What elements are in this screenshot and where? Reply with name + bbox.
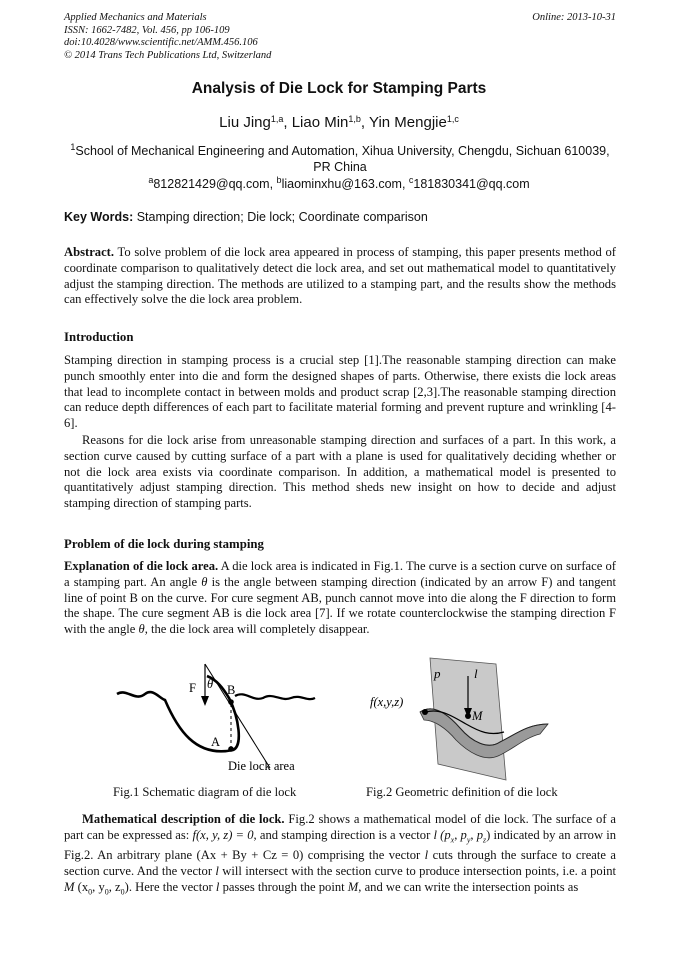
journal-header xyxy=(64,12,616,62)
author-name: Liao Min xyxy=(291,114,349,131)
email-sup: b xyxy=(276,175,282,185)
affiliation xyxy=(64,140,616,175)
vector-l: l (p xyxy=(433,827,451,842)
email-link[interactable]: liaominxhu@163.com xyxy=(281,177,402,191)
email-sup: c xyxy=(408,175,414,185)
doi: doi:10.4028/www.scientific.net/AMM.456.106 xyxy=(64,37,258,48)
text-run: , and we can write the intersection points as xyxy=(358,879,579,894)
section-heading-introduction: Introduction xyxy=(64,330,134,344)
author-list: Liu Jing$^{1,a}$, Liao Min$^{1,b}$, Yin Mengjie$^{1,c}$ xyxy=(219,114,459,131)
copyright: © 2014 Trans Tech Publications Ltd, Switzerland xyxy=(64,49,272,61)
text-run: . Here the vector xyxy=(128,879,213,894)
figure-1-diagram xyxy=(115,658,325,778)
abstract-text: To solve problem of die lock area appeared in process of stamping, this paper presents method of coordinate comparison to qualitatively detect die lock area, and set out mathematical model to quantitatively adjust the stamping direction. The methods are utilized to a stamping part, and the results show the methods can effectively solve the die lock area problem. xyxy=(64,245,617,307)
label-p: p xyxy=(434,666,441,681)
label-surface-function: f(x,y,z) xyxy=(370,695,404,709)
email-list: $^a$812821429@qq.com, $^b$liaominxhu@163.com, $^c$181830341@qq.com xyxy=(148,175,530,191)
vector-l: l xyxy=(424,848,429,863)
issn: ISSN: 1662-7482, Vol. 456, pp 106-109 xyxy=(64,24,230,36)
author-sup: 1,a xyxy=(270,114,284,124)
label-A: A xyxy=(211,735,221,749)
keywords xyxy=(64,210,428,224)
theta-symbol: θ xyxy=(201,574,208,589)
equation: f(x, y, z) = 0 xyxy=(192,827,254,842)
figure-1-caption: Fig.1 Schematic diagram of die lock xyxy=(113,785,297,799)
intro-paragraph-1: Stamping direction in stamping process is a crucial step [1].The reasonable stamping direction can make punch smoothly enter into die and form the designed shapes of parts. Otherwise, there exists die lock areas that lead to incomplete contact in between molds and product scrap [2,3].The reasonable stamping direction can reduce depth differences of each part to facilitate material forming and prevent rupture and wrinkling [4-6]. xyxy=(64,353,616,431)
email-link[interactable]: 181830341@qq.com xyxy=(413,177,530,191)
author-name: Yin Mengjie xyxy=(369,114,447,131)
die-lock-explanation xyxy=(64,559,616,638)
affiliation-text: School of Mechanical Engineering and Automation, Xihua University, Chengdu, Sichuan 610039, PR China xyxy=(75,144,610,174)
text-run: cuts through the surface to create a section curve. And the vector xyxy=(64,848,617,878)
paper-title: Analysis of Die Lock for Stamping Parts xyxy=(191,80,487,97)
author-name: Liu Jing xyxy=(219,114,271,131)
affiliation-sup: 1 xyxy=(70,142,76,152)
section-heading-problem: Problem of die lock during stamping xyxy=(64,537,264,551)
text-run: passes through the point xyxy=(222,879,345,894)
keywords-label: Key Words: xyxy=(64,210,134,224)
online-date: Online: 2013-10-31 xyxy=(532,12,616,23)
text-run: will intersect with the section curve to produce intersection points, i.e. a point xyxy=(222,863,616,878)
text-run: A die lock area is indicated in Fig.1. The curve is a section curve on surface of a stamping part. An angle xyxy=(64,559,616,589)
text-run: , the die lock area will completely disappear. xyxy=(144,622,370,637)
text-run: Fig.2 shows a mathematical model of die lock. The surface of a part can be expressed as: xyxy=(64,812,616,842)
author-sup: 1,b xyxy=(348,114,361,124)
label-F: F xyxy=(189,681,196,695)
figure-2-caption: Fig.2 Geometric definition of die lock xyxy=(366,785,558,799)
text-run: is the angle between stamping direction (indicated by an arrow F) and tangent line of point B on the curve. For cure segment AB, punch cannot move into die along the F direction to form the shape. The cure segment AB is die lock area [7]. If we rotate counterclockwise the stamping direction F with the angle xyxy=(64,574,616,637)
point-M: M xyxy=(347,879,359,894)
text-run: indicated by an arrow in Fig.2. An arbitrary plane (Ax + By + Cz = 0) comprising the vector xyxy=(64,827,617,863)
abstract-label: Abstract. xyxy=(64,245,115,259)
figure-2-diagram xyxy=(368,654,558,784)
abstract xyxy=(64,245,616,308)
label-l: l xyxy=(474,666,478,681)
author-sup: 1,c xyxy=(446,114,459,124)
journal-name: Applied Mechanics and Materials xyxy=(64,12,207,23)
keywords-text: Stamping direction; Die lock; Coordinate comparison xyxy=(136,210,428,224)
email-link[interactable]: 812821429@qq.com xyxy=(153,177,270,191)
label-M: M xyxy=(472,709,483,723)
theta-symbol: θ xyxy=(138,622,145,637)
vector-l: l xyxy=(215,879,220,894)
point-M: M xyxy=(64,879,75,894)
label-die-lock-area: Die lock area xyxy=(228,759,295,773)
email-sup: a xyxy=(148,175,154,185)
intro-paragraph-2: Reasons for die lock arise from unreasonable stamping direction and surfaces of a part. In this work, a section curve caused by cutting surface of a part with a plane is used for qualitatively deciding whether or not die lock area exists via coordinate comparison. In addition, a mathematical model is presented to quantitatively adjust stamping direction. This method sheds new insight on how to decide and adjust stamping direction of stamping parts. xyxy=(64,433,616,511)
subsection-label: Mathematical description of die lock. xyxy=(82,812,285,826)
label-theta: θ xyxy=(207,677,214,691)
vector-l: l xyxy=(215,863,219,878)
subsection-label: Explanation of die lock area. xyxy=(64,559,219,573)
label-B: B xyxy=(227,683,236,697)
text-run: , and stamping direction is a vector xyxy=(253,827,431,842)
math-description: Mathematical description of die lock. Fig.2 shows a mathematical model of die lock. The surface of a part can be expressed as: f(x, y, z) = 0, and stamping direction is a vector l ($p_x$, $p_y$, $p_z$) indicated by an arrow in Fig.2. An arbitrary plane (Ax + By + Cz = 0) comprising the vector l cuts through the surface to create a section curve. And the vector l will intersect with the section curve to produce intersection points, i.e. a point M ($x_0$, $y_0$, $z_0$). Here the vector l passes through the point M, and we can write the intersection points as xyxy=(64,812,617,897)
